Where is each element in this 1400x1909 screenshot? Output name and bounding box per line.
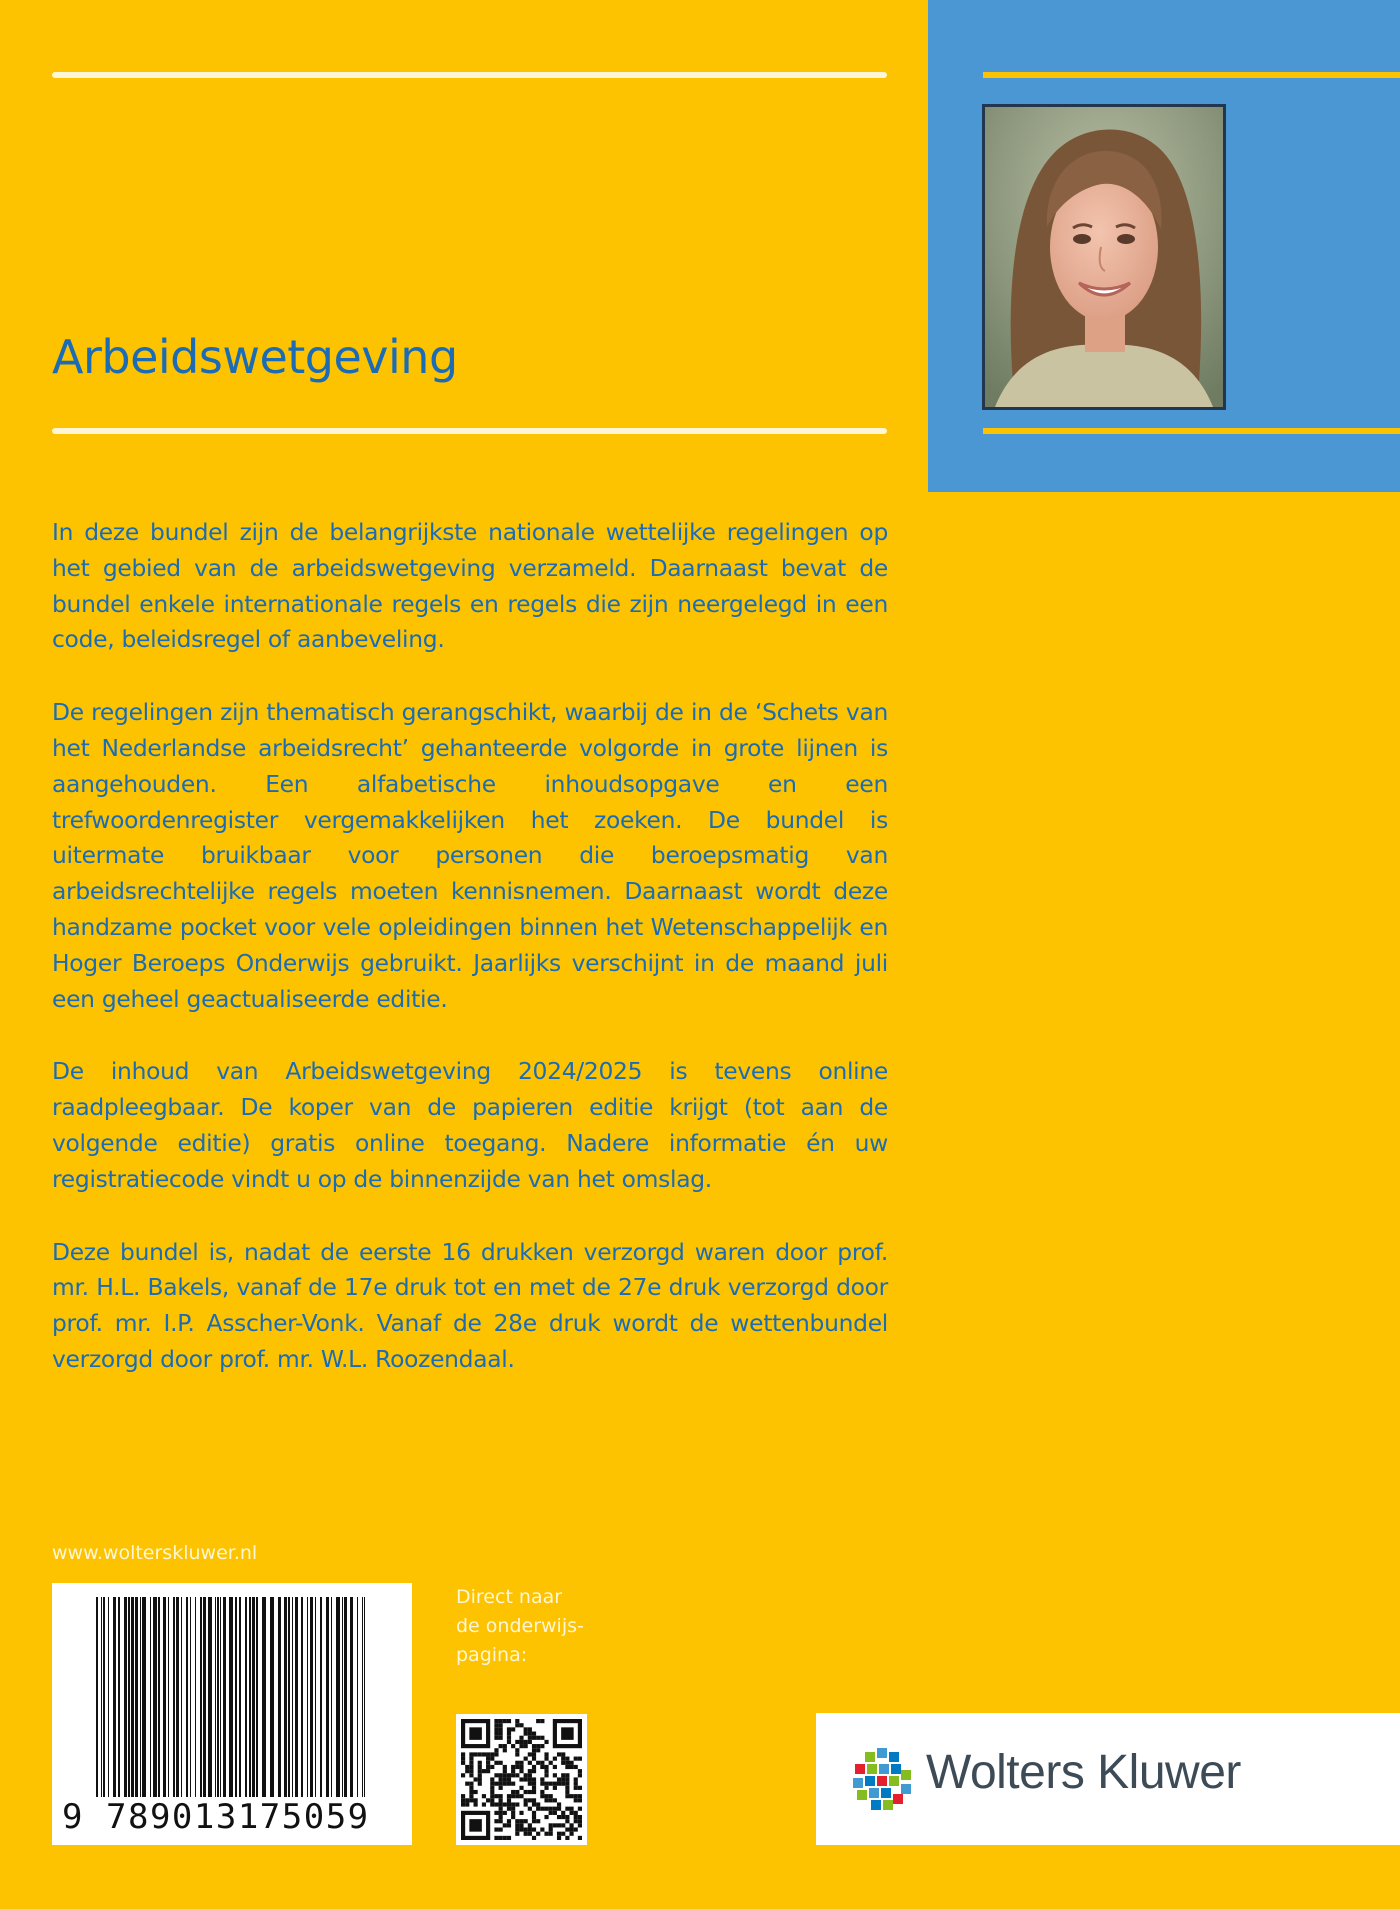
isbn-barcode [52,1583,412,1845]
isbn-main-digits: 789013175059 [106,1797,370,1837]
description-paragraph: In deze bundel zijn de belangrijkste nationale wettelijke regelingen op het gebied van de arbeidswetgeving verzameld. Daarnaast bevat de bundel enkele internationale regels en regels die zijn neergelegd in een code, beleidsregel of aanbeveling. [52,518,888,654]
publisher-website: www.wolterskluwer.nl [52,1542,258,1564]
description-paragraph: Deze bundel is, nadat de eerste 16 drukken verzorgd waren door prof. mr. H.L. Bakels, vanaf de 17e druk tot en met de 27e druk verzorgd door prof. mr. I.P. Asscher-Vonk. Vanaf de 28e druk wordt de wettenbundel verzorgd door prof. mr. W.L. Roozendaal. [52,1237,888,1373]
qr-code [456,1714,587,1845]
book-description [52,515,888,1415]
isbn-lead-digit: 9 [62,1797,83,1837]
description-paragraph: De inhoud van Arbeidswetgeving 2024/2025 is tevens online raadpleegbaar. De koper van de papieren editie krijgt (tot aan de volgende editie) gratis online toegang. Nadere informatie én uw registratiecode vindt u op de binnenzijde van het omslag. [52,1057,888,1193]
isbn-number [52,1797,412,1837]
author-photo-panel [928,0,1400,492]
portrait-illustration-icon [985,107,1223,407]
barcode-icon [96,1597,368,1797]
top-divider [52,72,887,78]
panel-top-divider [983,72,1400,78]
panel-bottom-divider [983,428,1400,434]
wolters-kluwer-logo-icon [849,1746,915,1812]
title-divider [52,428,887,434]
description-paragraph: De regelingen zijn thematisch gerangschikt, waarbij de in de ‘Schets van het Nederlandse arbeidsrecht’ gehanteerde volgorde in grote lijnen is aangehouden. Een alfabetische inhoudsopgave en een trefwoordenregister vergemakkelijken het zoeken. De bundel is uitermate bruikbaar voor personen die beroepsmatig van arbeidsrechtelijke regels moeten kennisnemen. Daarnaast wordt deze handzame pocket voor vele opleidingen binnen het Wetenschappelijk en Hoger Beroeps Onderwijs gebruikt. Jaarlijks verschijnt in de maand juli een geheel geactualiseerde editie. [52,698,888,1013]
qr-caption: Direct naar de onderwijs- pagina: [456,1586,584,1666]
publisher-name: Wolters Kluwer [926,1746,1241,1799]
publisher-logo [816,1713,1400,1845]
author-portrait-image [982,104,1226,410]
book-title: Arbeidswetgeving [52,330,458,384]
qr-code-icon [461,1719,582,1840]
